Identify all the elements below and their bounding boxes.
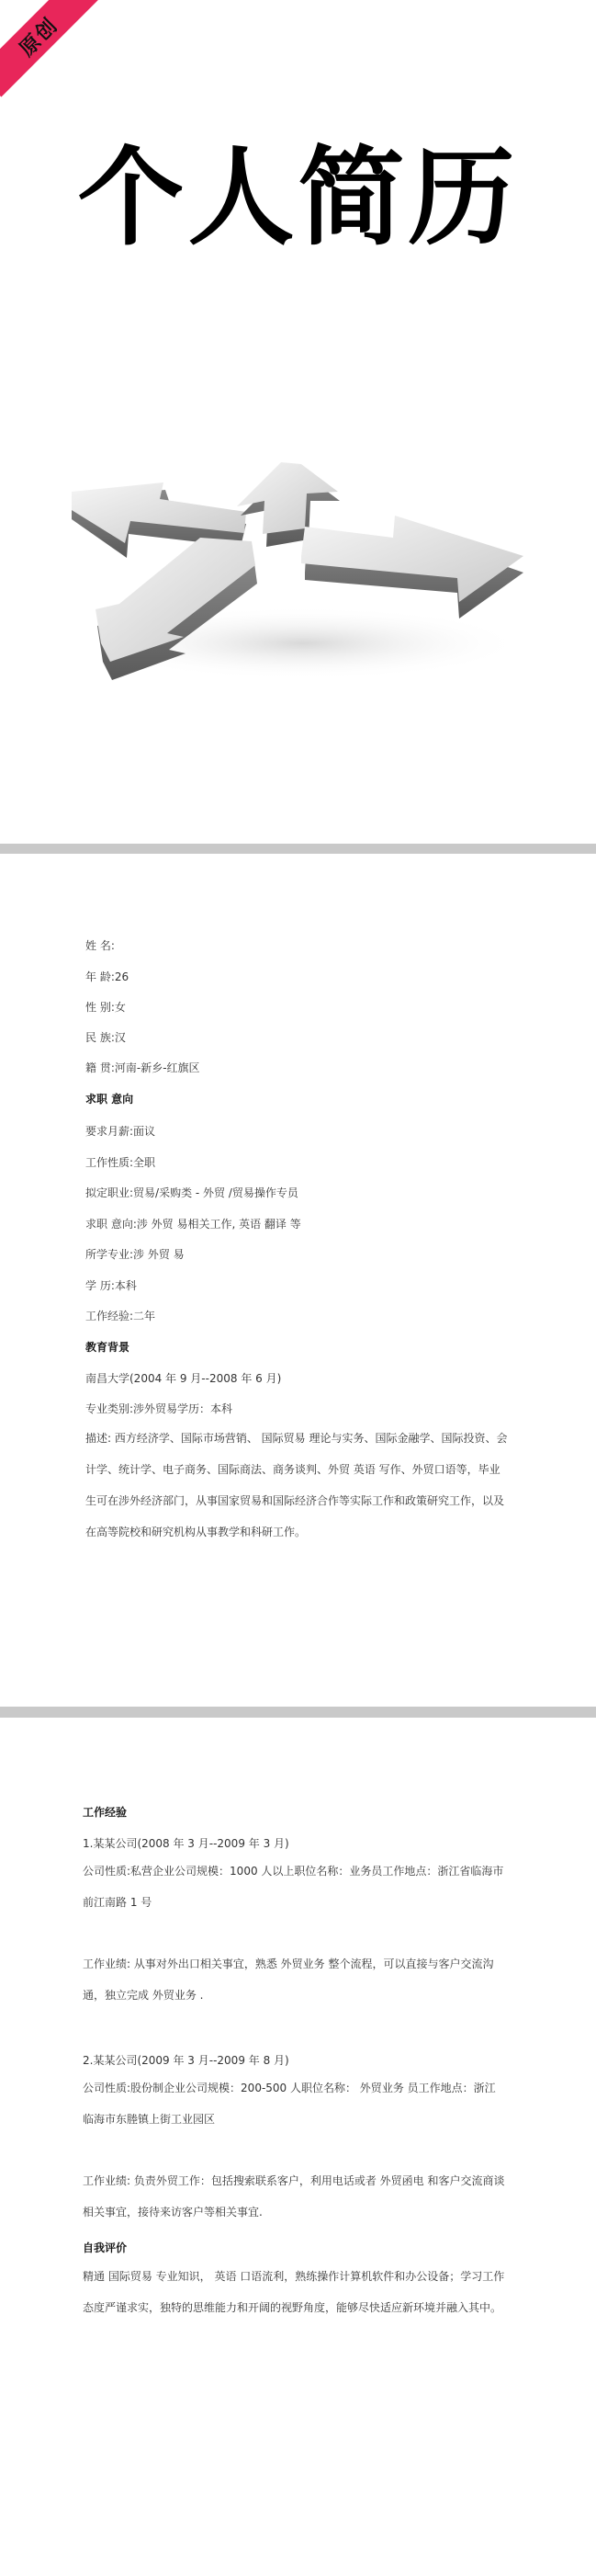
job-title: 1.某某公司(2008 年 3 月--2009 年 3 月)	[83, 1837, 289, 1850]
page-separator	[0, 1707, 596, 1718]
self-eval-text: 精通 国际贸易 专业知识， 英语 口语流利，熟练操作计算机软件和办公设备；学习工作态度严谨求实，独特的思维能力和开阔的视野角度，能够尽快适应新环境并融入其中。	[83, 2270, 505, 2314]
education-school: 南昌大学(2004 年 9 月--2008 年 6 月)	[85, 1372, 282, 1385]
arrow-right	[301, 516, 523, 618]
job-info: 公司性质:股份制企业公司规模：200-500 人职位名称： 外贸业务 员工作地点：浙江临海市东塍镇上街工业园区	[83, 2082, 496, 2126]
name-line: 姓 名:	[85, 939, 115, 952]
info-page	[0, 854, 596, 1707]
job-title: 2.某某公司(2009 年 3 月--2009 年 8 月)	[83, 2054, 289, 2067]
intention-item: 拟定职业:贸易/采购类 - 外贸 /贸易操作专员	[85, 1186, 298, 1199]
badge-label: 原创	[15, 13, 63, 62]
intention-item: 学 历:本科	[85, 1279, 137, 1292]
education-heading: 教育背景	[85, 1341, 130, 1354]
intention-item: 工作经验:二年	[85, 1310, 156, 1322]
intention-item: 所学专业:涉 外贸 易	[85, 1248, 185, 1261]
original-badge	[0, 0, 98, 96]
intention-heading: 求职 意向	[85, 1093, 134, 1106]
ethnicity-line: 民 族:汉	[85, 1031, 126, 1044]
arrows-illustration	[64, 455, 533, 694]
gender-line: 性 别:女	[85, 1001, 126, 1014]
hometown-line: 籍 贯:河南-新乡-红旗区	[85, 1061, 200, 1074]
cover-page	[0, 0, 596, 844]
intention-item: 求职 意向:涉 外贸 易相关工作, 英语 翻译 等	[85, 1218, 301, 1231]
work-heading: 工作经验	[83, 1806, 128, 1819]
job-duty: 工作业绩: 负责外贸工作：包括搜索联系客户，利用电话或者 外贸函电 和客户交流商谈相关事宜，接待来访客户等相关事宜.	[83, 2174, 505, 2219]
intention-item: 要求月薪:面议	[85, 1125, 156, 1138]
intention-item: 工作性质:全职	[85, 1156, 156, 1169]
work-page	[0, 1718, 596, 2576]
education-description: 描述: 西方经济学、国际市场营销、 国际贸易 理论与实务、国际金融学、国际投资、会计学、统计学、电子商务、国际商法、商务谈判、外贸 英语 写作、外贸口语等，毕业生可在涉外经济部门，从事国家贸易和国际经济合作等实际工作和政策研究工作，以及在高等院校和研究机构从事教学和科研工作。	[85, 1432, 508, 1538]
education-major: 专业类别:涉外贸易学历：本科	[85, 1402, 233, 1415]
cover-title: 个人简历	[77, 136, 519, 260]
job-duty: 工作业绩: 从事对外出口相关事宜，熟悉 外贸业务 整个流程，可以直接与客户交流沟通，独立完成 外贸业务 .	[83, 1958, 494, 2002]
age-line: 年 龄:26	[85, 970, 129, 983]
self-eval-heading: 自我评价	[83, 2241, 128, 2254]
page-separator	[0, 844, 596, 854]
job-info: 公司性质:私营企业公司规模：1000 人以上职位名称：业务员工作地点：浙江省临海市前江南路 1 号	[83, 1865, 504, 1909]
